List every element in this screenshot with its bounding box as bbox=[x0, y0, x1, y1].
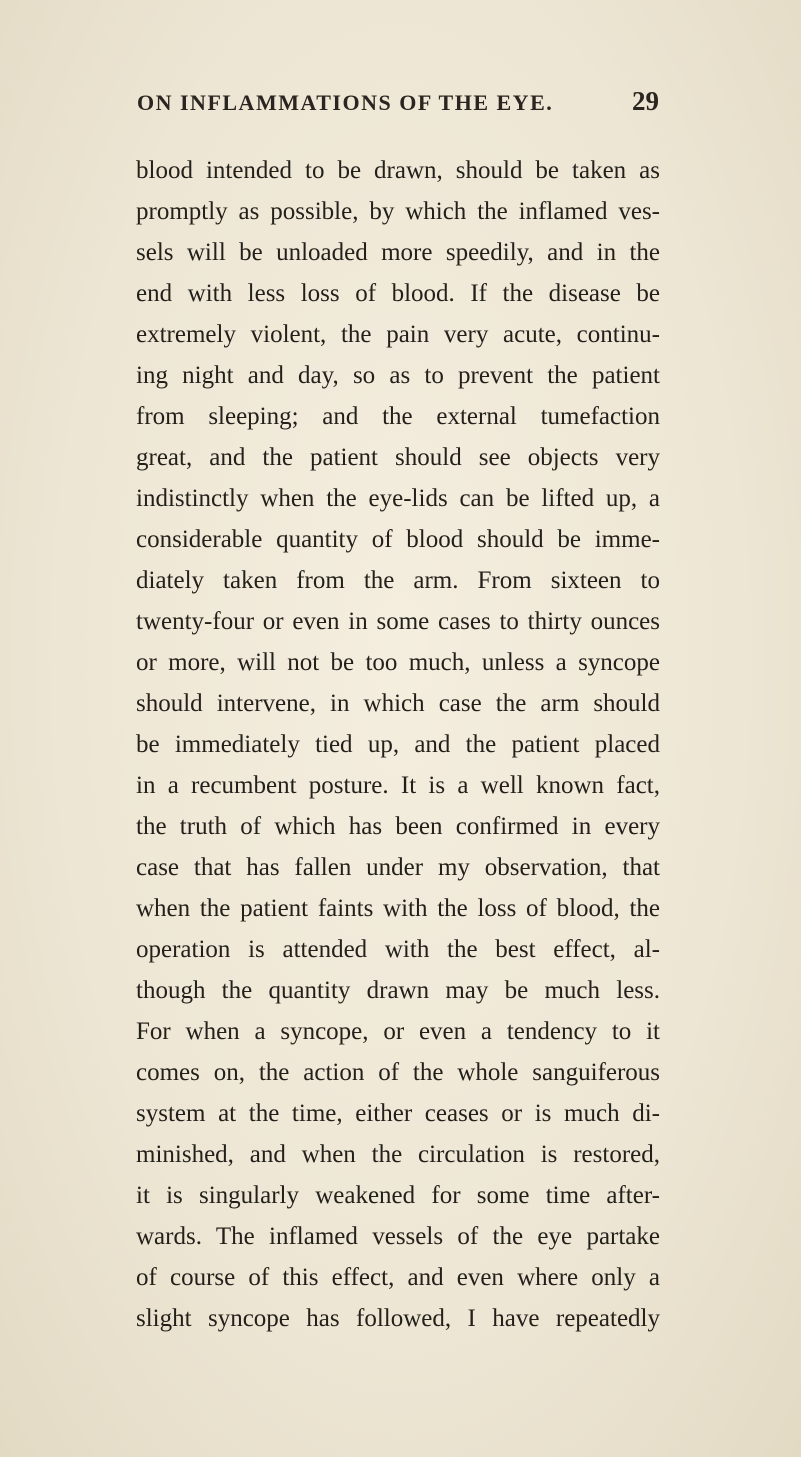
text-line: system at the time, either ceases or is much di- bbox=[136, 1100, 660, 1127]
text-line: twenty-four or even in some cases to thirty ounces bbox=[136, 608, 660, 635]
text-line: or more, will not be too much, unless a syncope bbox=[136, 649, 660, 676]
text-line: end with less loss of blood. If the disease be bbox=[136, 280, 660, 307]
running-head: ON INFLAMMATIONS OF THE EYE. bbox=[137, 90, 554, 115]
text-line: in a recumbent posture. It is a well known fact, bbox=[136, 772, 660, 799]
text-line: though the quantity drawn may be much less. bbox=[136, 977, 660, 1004]
text-line: of course of this effect, and even where only a bbox=[136, 1264, 660, 1291]
text-line: ing night and day, so as to prevent the patient bbox=[136, 362, 660, 389]
text-line: be immediately tied up, and the patient placed bbox=[136, 731, 660, 758]
text-line: For when a syncope, or even a tendency to it bbox=[136, 1018, 660, 1045]
text-line: great, and the patient should see objects very bbox=[136, 444, 660, 471]
text-line: blood intended to be drawn, should be taken as bbox=[136, 157, 660, 184]
text-line: considerable quantity of blood should be imme- bbox=[136, 526, 660, 553]
body-text bbox=[136, 150, 660, 1339]
text-line: minished, and when the circulation is restored, bbox=[136, 1141, 660, 1168]
text-line: it is singularly weakened for some time after- bbox=[136, 1182, 660, 1209]
text-line: from sleeping; and the external tumefaction bbox=[136, 403, 660, 430]
page-header bbox=[137, 86, 659, 126]
page-number: 29 bbox=[632, 86, 659, 116]
text-line: operation is attended with the best effect, al- bbox=[136, 936, 660, 963]
text-line: diately taken from the arm. From sixteen to bbox=[136, 567, 660, 594]
text-line: slight syncope has followed, I have repeatedly bbox=[136, 1305, 660, 1332]
text-line: comes on, the action of the whole sanguiferous bbox=[136, 1059, 660, 1086]
text-line: wards. The inflamed vessels of the eye partake bbox=[136, 1223, 660, 1250]
text-line: when the patient faints with the loss of blood, the bbox=[136, 895, 660, 922]
text-line: case that has fallen under my observation, that bbox=[136, 854, 660, 881]
text-line: promptly as possible, by which the inflamed ves- bbox=[136, 198, 660, 225]
text-line: should intervene, in which case the arm should bbox=[136, 690, 660, 717]
text-line: sels will be unloaded more speedily, and in the bbox=[136, 239, 660, 266]
text-line: the truth of which has been confirmed in every bbox=[136, 813, 660, 840]
text-line: extremely violent, the pain very acute, continu- bbox=[136, 321, 660, 348]
text-line: indistinctly when the eye-lids can be lifted up, a bbox=[136, 485, 660, 512]
